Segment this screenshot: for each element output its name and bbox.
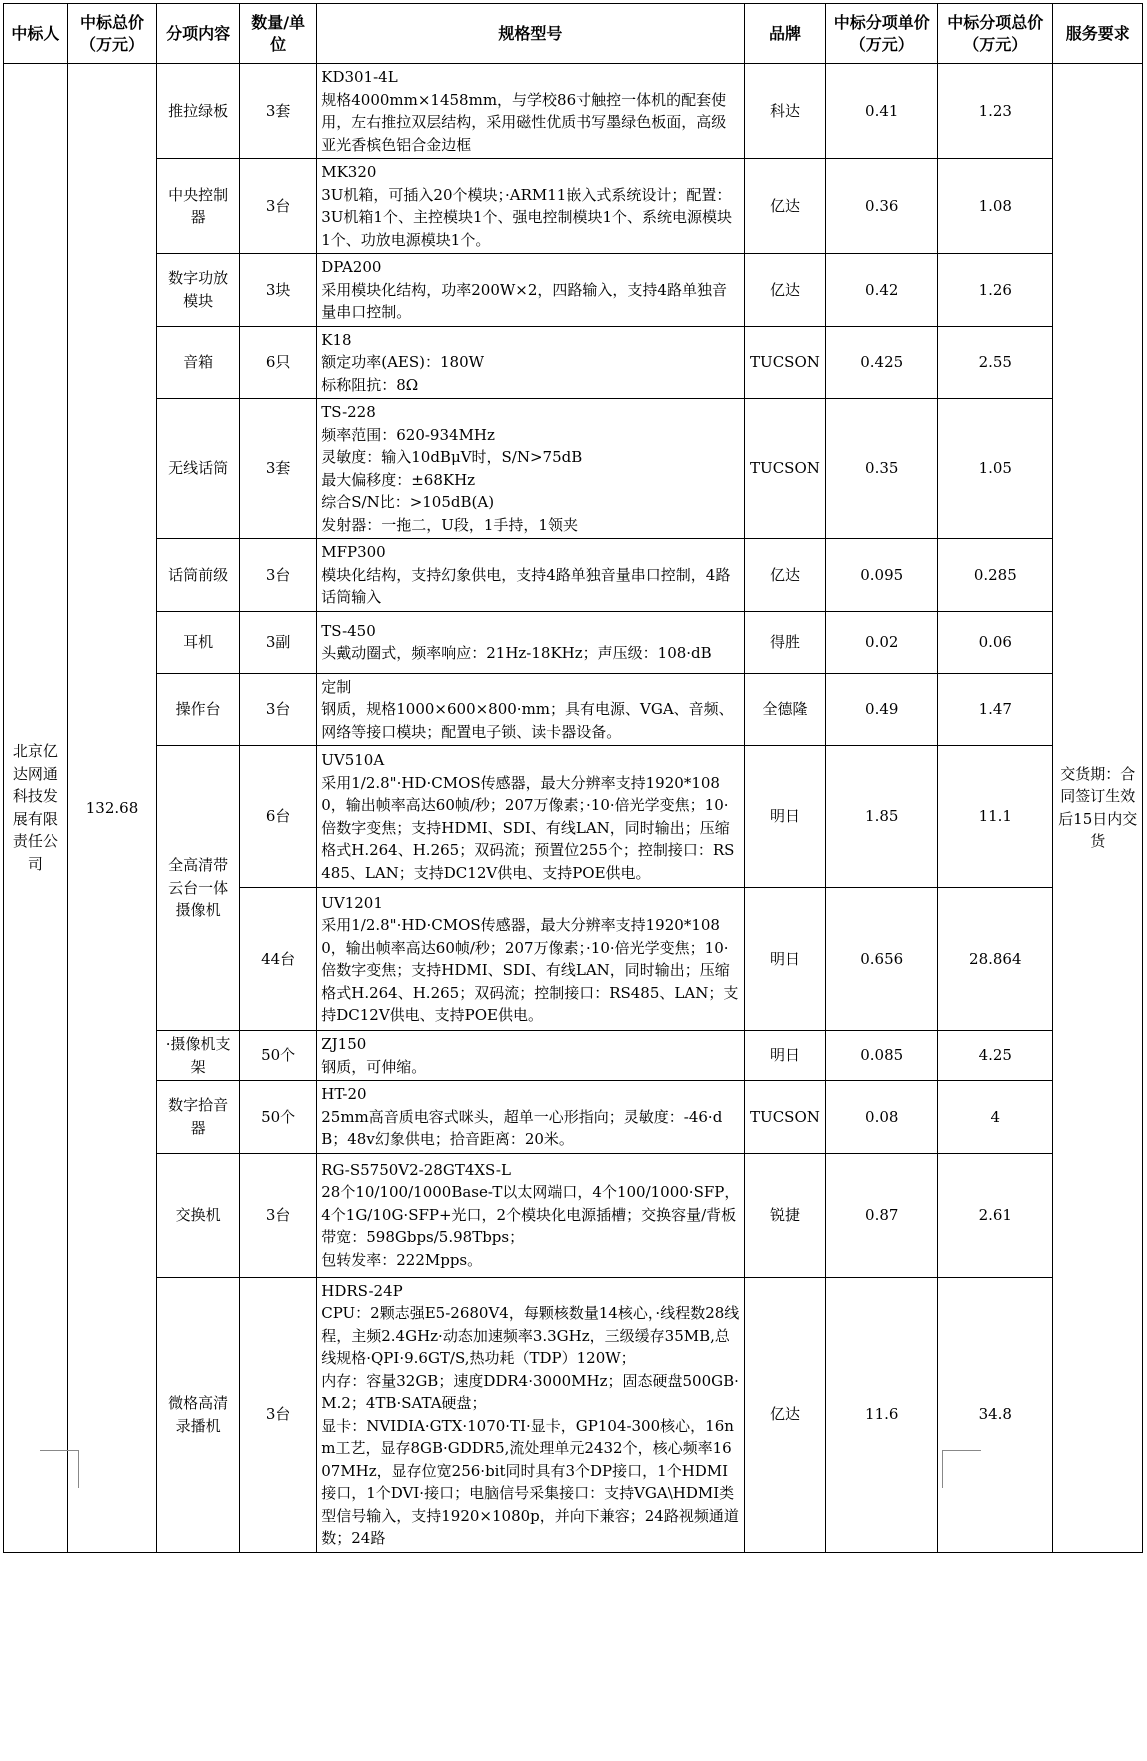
spec-line: 28个10/100/1000Base-T以太网端口，4个100/1000·SFP，4个1G/10G·SFP+光口，2个模块化电源插槽；交换容量/背板带宽：598Gbps/5.98Tbps； bbox=[321, 1183, 740, 1247]
quantity-cell: 3块 bbox=[240, 254, 317, 327]
spec-line: RG-S5750V2-28GT4XS-L bbox=[321, 1160, 511, 1179]
spec-line: 钢质，可伸缩。 bbox=[321, 1057, 427, 1076]
spec-line: K18 bbox=[321, 330, 352, 349]
quantity-cell: 3台 bbox=[240, 1277, 317, 1552]
spec-line: 最大偏移度：±68KHz bbox=[321, 470, 476, 489]
item-cell: 推拉绿板 bbox=[157, 64, 240, 159]
spec-cell bbox=[317, 1277, 744, 1552]
unit-price-cell: 0.095 bbox=[826, 539, 938, 612]
spec-cell bbox=[317, 399, 744, 539]
spec-line: 规格4000mm×1458mm，与学校86寸触控一体机的配套使用，左右推拉双层结构，采用磁性优质书写墨绿色板面，高级亚光香槟色铝合金边框 bbox=[321, 90, 727, 154]
spec-line: 3U机箱，可插入20个模块；·ARM11嵌入式系统设计；配置：3U机箱1个、主控模块1个、强电控制模块1个、系统电源模块1个、功放电源模块1个。 bbox=[321, 185, 733, 249]
spec-line: TS-228 bbox=[321, 403, 376, 421]
item-cell: 话筒前级 bbox=[157, 539, 240, 612]
table-row bbox=[4, 746, 1143, 888]
spec-cell bbox=[317, 539, 744, 612]
brand-cell: 亿达 bbox=[744, 254, 826, 327]
item-total-cell: 34.8 bbox=[938, 1277, 1053, 1552]
unit-price-cell: 1.85 bbox=[826, 746, 938, 888]
table-row bbox=[4, 1153, 1143, 1277]
header-total-price: 中标总价（万元） bbox=[67, 4, 157, 64]
brand-cell: 明日 bbox=[744, 888, 826, 1031]
spec-line: 采用模块化结构，功率200W×2，四路输入，支持4路单独音量串口控制。 bbox=[321, 280, 727, 321]
spec-line: 内存：容量32GB；速度DDR4·3000MHz；固态硬盘500GB·M.2；4TB·SATA硬盘； bbox=[321, 1371, 739, 1412]
spec-cell bbox=[317, 326, 744, 399]
table-row bbox=[4, 399, 1143, 539]
brand-cell: 亿达 bbox=[744, 1277, 826, 1552]
header-brand: 品牌 bbox=[744, 4, 826, 64]
brand-cell: 得胜 bbox=[744, 611, 826, 673]
header-winner: 中标人 bbox=[4, 4, 68, 64]
quantity-cell: 3台 bbox=[240, 673, 317, 746]
spec-line: CPU：2颗志强E5-2680V4，每颗核数量14核心，·线程数28线程，主频2.4GHz·动态加速频率3.3GHz，三级缓存35MB,总线规格·QPI·9.6GT/S,热功耗（TDP）120W； bbox=[321, 1304, 740, 1367]
spec-line: 模块化结构，支持幻象供电，支持4路单独音量串口控制，4路话筒输入 bbox=[321, 565, 731, 606]
quantity-cell: 3台 bbox=[240, 159, 317, 254]
quantity-cell: 6只 bbox=[240, 326, 317, 399]
item-total-cell: 1.05 bbox=[938, 399, 1053, 539]
spec-line: TS-450 bbox=[321, 621, 376, 640]
spec-cell bbox=[317, 888, 744, 1031]
unit-price-cell: 11.6 bbox=[826, 1277, 938, 1552]
page-corner-mark bbox=[942, 1450, 943, 1488]
item-total-cell: 4 bbox=[938, 1081, 1053, 1154]
quantity-cell: 3副 bbox=[240, 611, 317, 673]
spec-cell bbox=[317, 611, 744, 673]
brand-cell: 亿达 bbox=[744, 159, 826, 254]
spec-cell bbox=[317, 159, 744, 254]
unit-price-cell: 0.35 bbox=[826, 399, 938, 539]
unit-price-cell: 0.085 bbox=[826, 1031, 938, 1081]
item-cell: ·摄像机支架 bbox=[157, 1031, 240, 1081]
header-row bbox=[4, 4, 1143, 64]
table-row bbox=[4, 611, 1143, 673]
item-total-cell: 1.26 bbox=[938, 254, 1053, 327]
spec-line: MK320 bbox=[321, 163, 377, 181]
item-cell: 音箱 bbox=[157, 326, 240, 399]
brand-cell: TUCSON bbox=[744, 1081, 826, 1154]
item-cell: 中央控制器 bbox=[157, 159, 240, 254]
spec-line: 额定功率(AES)：180W bbox=[321, 353, 485, 371]
page-corner-mark bbox=[943, 1450, 981, 1451]
quantity-cell: 3台 bbox=[240, 539, 317, 612]
spec-cell bbox=[317, 1031, 744, 1081]
item-total-cell: 11.1 bbox=[938, 746, 1053, 888]
brand-cell: TUCSON bbox=[744, 326, 826, 399]
table-row bbox=[4, 254, 1143, 327]
item-cell: 数字拾音器 bbox=[157, 1081, 240, 1154]
item-cell: 操作台 bbox=[157, 673, 240, 746]
spec-cell bbox=[317, 673, 744, 746]
spec-line: 包转发率：222Mpps。 bbox=[321, 1250, 483, 1269]
header-item-total: 中标分项总价（万元） bbox=[938, 4, 1053, 64]
spec-line: HT-20 bbox=[321, 1085, 367, 1103]
table-row bbox=[4, 1031, 1143, 1081]
brand-cell: 全德隆 bbox=[744, 673, 826, 746]
unit-price-cell: 0.08 bbox=[826, 1081, 938, 1154]
spec-cell bbox=[317, 1081, 744, 1154]
item-total-cell: 0.285 bbox=[938, 539, 1053, 612]
item-cell: 全高清带云台一体摄像机 bbox=[157, 746, 240, 1031]
spec-line: 灵敏度：输入10dBμV时，S/N>75dB bbox=[321, 448, 583, 466]
brand-cell: 亿达 bbox=[744, 539, 826, 612]
spec-line: ZJ150 bbox=[321, 1035, 367, 1053]
page-corner-mark bbox=[40, 1450, 78, 1451]
spec-line: UV510A bbox=[321, 751, 385, 769]
spec-line: 采用1/2.8"·HD·CMOS传感器，最大分辨率支持1920*1080，输出帧率高达60帧/秒；207万像素；·10·倍光学变焦；10·倍数字变焦；支持HDMI、SDI、有线LAN，同时输出；压缩格式H.264、H.265；双码流；预置位255个；控制接口：RS485、LAN；支持DC12V供电、支持POE供电。 bbox=[321, 773, 735, 882]
spec-line: 标称阻抗：8Ω bbox=[321, 375, 419, 394]
item-cell: 无线话筒 bbox=[157, 399, 240, 539]
item-cell: 微格高清录播机 bbox=[157, 1277, 240, 1552]
spec-line: 钢质，规格1000×600×800·mm；具有电源、VGA、音频、网络等接口模块；配置电子锁、读卡器设备。 bbox=[321, 700, 734, 741]
brand-cell: TUCSON bbox=[744, 399, 826, 539]
table-row bbox=[4, 64, 1143, 159]
quantity-cell: 44台 bbox=[240, 888, 317, 1031]
unit-price-cell: 0.42 bbox=[826, 254, 938, 327]
spec-line: 25mm高音质电容式咪头，超单一心形指向；灵敏度：-46·dB；48v幻象供电；拾音距离：20米。 bbox=[321, 1107, 723, 1148]
spec-line: 定制 bbox=[321, 677, 352, 696]
header-unit-price: 中标分项单价（万元） bbox=[826, 4, 938, 64]
quantity-cell: 6台 bbox=[240, 746, 317, 888]
total-price-cell: 132.68 bbox=[67, 64, 157, 1553]
unit-price-cell: 0.02 bbox=[826, 611, 938, 673]
header-service: 服务要求 bbox=[1053, 4, 1143, 64]
spec-line: 发射器：一拖二，U段，1手持，1领夹 bbox=[321, 515, 578, 534]
unit-price-cell: 0.87 bbox=[826, 1153, 938, 1277]
item-total-cell: 1.47 bbox=[938, 673, 1053, 746]
item-total-cell: 0.06 bbox=[938, 611, 1053, 673]
table-row bbox=[4, 673, 1143, 746]
table-row bbox=[4, 539, 1143, 612]
table-row bbox=[4, 159, 1143, 254]
spec-line: MFP300 bbox=[321, 543, 386, 561]
header-quantity: 数量/单位 bbox=[240, 4, 317, 64]
quantity-cell: 3套 bbox=[240, 64, 317, 159]
spec-cell bbox=[317, 254, 744, 327]
table-row bbox=[4, 326, 1143, 399]
quantity-cell: 50个 bbox=[240, 1081, 317, 1154]
table-row bbox=[4, 1081, 1143, 1154]
spec-cell bbox=[317, 1153, 744, 1277]
quantity-cell: 50个 bbox=[240, 1031, 317, 1081]
unit-price-cell: 0.36 bbox=[826, 159, 938, 254]
spec-line: 综合S/N比：>105dB(A) bbox=[321, 493, 495, 511]
table-row bbox=[4, 1277, 1143, 1552]
brand-cell: 明日 bbox=[744, 746, 826, 888]
header-spec: 规格型号 bbox=[317, 4, 744, 64]
unit-price-cell: 0.425 bbox=[826, 326, 938, 399]
item-cell: 交换机 bbox=[157, 1153, 240, 1277]
unit-price-cell: 0.49 bbox=[826, 673, 938, 746]
item-total-cell: 2.61 bbox=[938, 1153, 1053, 1277]
quantity-cell: 3台 bbox=[240, 1153, 317, 1277]
item-cell: 数字功放模块 bbox=[157, 254, 240, 327]
unit-price-cell: 0.41 bbox=[826, 64, 938, 159]
brand-cell: 科达 bbox=[744, 64, 826, 159]
spec-line: 频率范围：620-934MHz bbox=[321, 425, 495, 444]
spec-line: DPA200 bbox=[321, 258, 382, 276]
spec-line: UV1201 bbox=[321, 893, 383, 912]
spec-line: KD301-4L bbox=[321, 68, 398, 86]
brand-cell: 锐捷 bbox=[744, 1153, 826, 1277]
page-corner-mark bbox=[78, 1450, 79, 1488]
quantity-cell: 3套 bbox=[240, 399, 317, 539]
brand-cell: 明日 bbox=[744, 1031, 826, 1081]
item-total-cell: 2.55 bbox=[938, 326, 1053, 399]
item-cell: 耳机 bbox=[157, 611, 240, 673]
unit-price-cell: 0.656 bbox=[826, 888, 938, 1031]
spec-line: 采用1/2.8"·HD·CMOS传感器，最大分辨率支持1920*1080，输出帧率高达60帧/秒；207万像素；·10·倍光学变焦；10·倍数字变焦；支持HDMI、SDI、有线LAN，同时输出；压缩格式H.264、H.265；双码流；控制接口：RS485、LAN；支持DC12V供电、支持POE供电。 bbox=[321, 916, 739, 1024]
winner-cell: 北京亿达网通科技发展有限责任公司 bbox=[4, 64, 68, 1553]
item-total-cell: 1.23 bbox=[938, 64, 1053, 159]
spec-line: HDRS-24P bbox=[321, 1281, 403, 1300]
spec-cell bbox=[317, 64, 744, 159]
item-total-cell: 1.08 bbox=[938, 159, 1053, 254]
service-cell: 交货期：合同签订生效后15日内交货 bbox=[1053, 64, 1143, 1553]
item-total-cell: 4.25 bbox=[938, 1031, 1053, 1081]
spec-cell bbox=[317, 746, 744, 888]
spec-line: 显卡：NVIDIA·GTX·1070·TI·显卡，GP104-300核心，16nm工艺，显存8GB·GDDR5,流处理单元2432个，核心频率1607MHz，显存位宽256·bit同时具有3个DP接口，1个HDMI接口，1个DVI·接口；电脑信号采集接口：支持VGA\HDMI类型信号输入，支持1920×1080p，并向下兼容；24路视频通道数；24路 bbox=[321, 1416, 739, 1547]
bid-result-table bbox=[3, 3, 1143, 1553]
spec-line: 头戴动圈式，频率响应：21Hz-18KHz；声压级：108·dB bbox=[321, 644, 712, 662]
item-total-cell: 28.864 bbox=[938, 888, 1053, 1031]
header-item: 分项内容 bbox=[157, 4, 240, 64]
